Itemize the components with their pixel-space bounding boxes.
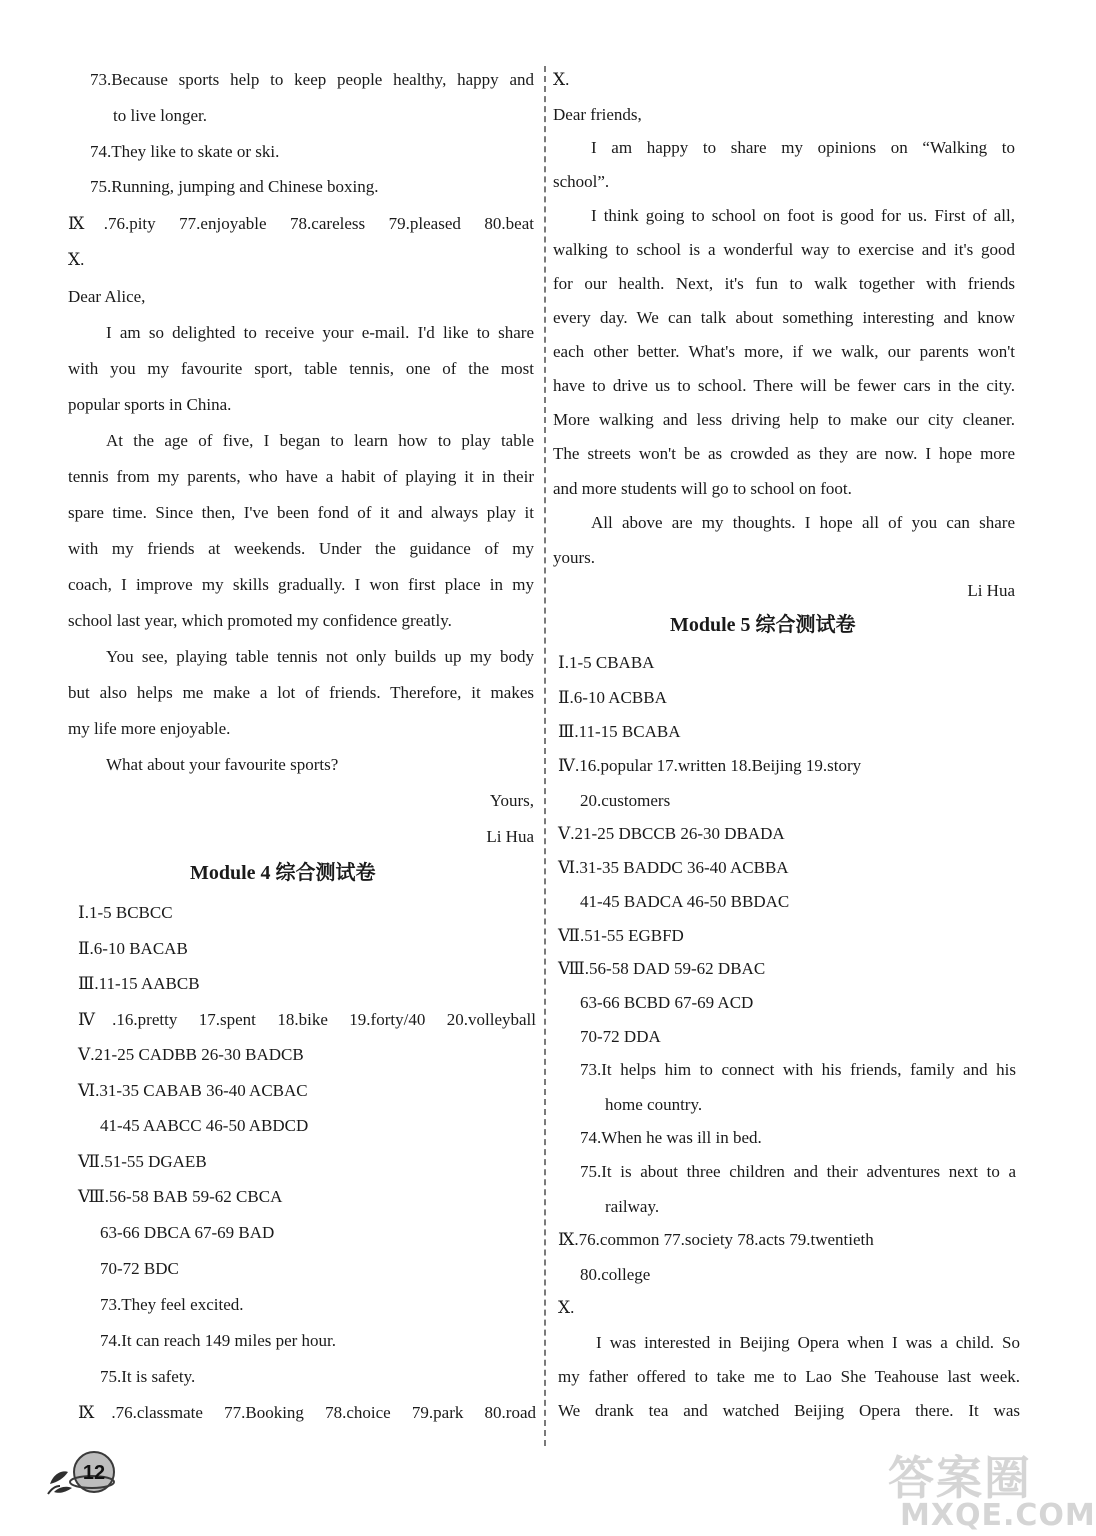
text-line: Ⅰ.1-5 BCBCC [78,903,173,922]
text-line: We drank tea and watched Beijing Opera there. It was [558,1401,1020,1420]
text-line: I am so delighted to receive your e-mail. I'd like to share [106,323,534,342]
text-line: but also helps me make a lot of friends. Therefore, it makes [68,683,534,702]
text-line: Dear friends, [553,105,642,124]
text-line: I am happy to share my opinions on “Walking to [591,138,1015,157]
text-line: Ⅸ.76.classmate 77.Booking 78.choice 79.park 80.road [78,1403,536,1422]
text-line: 74.When he was ill in bed. [580,1128,762,1147]
text-line: You see, playing table tennis not only builds up my body [106,647,534,666]
text-line: coach, I improve my skills gradually. I won first place in my [68,575,534,594]
text-line: 74.They like to skate or ski. [90,142,280,161]
text-line: Ⅹ. [558,1298,575,1317]
text-line: Yours, [489,791,534,810]
column-divider [544,66,546,1446]
leaf-icon [44,1442,124,1502]
text-line: Li Hua [486,827,534,846]
text-line: 80.college [580,1265,651,1284]
text-line: Ⅶ.51-55 DGAEB [78,1152,207,1171]
text-line: Ⅱ.6-10 BACAB [78,939,188,958]
text-line: 41-45 BADCA 46-50 BBDAC [580,892,790,911]
watermark-logo-text: 答案圈 [888,1451,1032,1505]
text-line: Ⅸ.76.pity 77.enjoyable 78.careless 79.pleased 80.beat [68,214,534,233]
text-line: with my friends at weekends. Under the guidance of my [68,539,534,558]
text-line: with you my favourite sport, table tennis, one of the most [68,359,534,378]
text-line: and more students will go to school on foot. [553,479,852,498]
text-line: All above are my thoughts. I hope all of you can share [591,513,1015,532]
text-line: have to drive us to school. There will be fewer cars in the city. [553,376,1015,395]
watermark [880,1442,1096,1536]
text-line: Ⅲ.11-15 AABCB [78,974,200,993]
text-line: 70-72 DDA [580,1027,661,1046]
text-line: 20.customers [580,791,671,810]
text-line: 75.Running, jumping and Chinese boxing. [90,177,379,196]
text-line: Ⅱ.6-10 ACBBA [558,688,667,707]
text-line: 75.It is about three children and their adventures next to a [580,1162,1016,1181]
text-line: walking to school is a wonderful way to exercise and it's good [553,240,1015,259]
text-line: each other better. What's more, if we walk, our parents won't [553,342,1015,361]
text-line: 74.It can reach 149 miles per hour. [100,1331,337,1350]
text-line: 41-45 AABCC 46-50 ABDCD [100,1116,309,1135]
text-line: What about your favourite sports? [106,755,339,774]
text-line: 63-66 BCBD 67-69 ACD [580,993,754,1012]
text-line: tennis from my parents, who have a habit of playing it in their [68,467,534,486]
text-line: Ⅷ.56-58 BAB 59-62 CBCA [78,1187,283,1206]
text-line: 70-72 BDC [100,1259,179,1278]
text-line: 73.It helps him to connect with his friends, family and his [580,1060,1016,1079]
text-line: Ⅲ.11-15 BCABA [558,722,681,741]
text-line: Ⅴ.21-25 DBCCB 26-30 DBADA [558,824,785,843]
text-line: 73.They feel excited. [100,1295,244,1314]
text-line: Ⅵ.31-35 BADDC 36-40 ACBBA [558,858,789,877]
text-line: Ⅷ.56-58 DAD 59-62 DBAC [558,959,766,978]
text-line: 73.Because sports help to keep people healthy, happy and [90,70,534,89]
text-line: for our health. Next, it's fun to walk together with friends [553,274,1015,293]
text-line: More walking and less driving help to make our city cleaner. [553,410,1015,429]
text-line: school”. [553,172,610,191]
text-line: every day. We can talk about something interesting and know [553,308,1015,327]
text-line: Ⅸ.76.common 77.society 78.acts 79.twentieth [558,1230,874,1249]
text-line: At the age of five, I began to learn how to play table [106,431,534,450]
text-line: Dear Alice, [68,287,146,306]
text-line: Ⅳ.16.popular 17.written 18.Beijing 19.story [558,756,862,775]
text-line: Ⅹ. [68,250,85,269]
module-heading: Module 4 综合测试卷 [190,862,376,884]
text-line: Ⅴ.21-25 CADBB 26-30 BADCB [78,1045,304,1064]
text-line: Ⅳ.16.pretty 17.spent 18.bike 19.forty/40 20.volleyball [78,1010,536,1029]
text-line: my life more enjoyable. [68,719,231,738]
text-line: school last year, which promoted my confidence greatly. [68,611,452,630]
text-line: to live longer. [113,106,207,125]
text-line: yours. [553,548,596,567]
module-heading: Module 5 综合测试卷 [670,614,856,636]
text-line: railway. [605,1197,660,1216]
page-number-badge [44,1442,124,1502]
text-line: popular sports in China. [68,395,232,414]
text-line: Ⅰ.1-5 CBABA [558,653,655,672]
text-line: spare time. Since then, I've been fond of it and always play it [68,503,534,522]
text-line: home country. [605,1095,703,1114]
text-line: 63-66 DBCA 67-69 BAD [100,1223,275,1242]
page-number: 12 [82,1462,106,1484]
text-line: Ⅶ.51-55 EGBFD [558,926,684,945]
watermark-url: MXQE.COM [900,1498,1096,1533]
text-line: I think going to school on foot is good for us. First of all, [591,206,1015,225]
text-line: my father offered to take me to Lao She Teahouse last week. [558,1367,1020,1386]
text-line: I was interested in Beijing Opera when I was a child. So [596,1333,1020,1352]
text-line: The streets won't be as crowded as they are now. I hope more [553,444,1015,463]
text-line: Li Hua [967,581,1015,600]
text-line: Ⅵ.31-35 CABAB 36-40 ACBAC [78,1081,308,1100]
text-line: Ⅹ. [553,70,570,89]
text-line: 75.It is safety. [100,1367,196,1386]
